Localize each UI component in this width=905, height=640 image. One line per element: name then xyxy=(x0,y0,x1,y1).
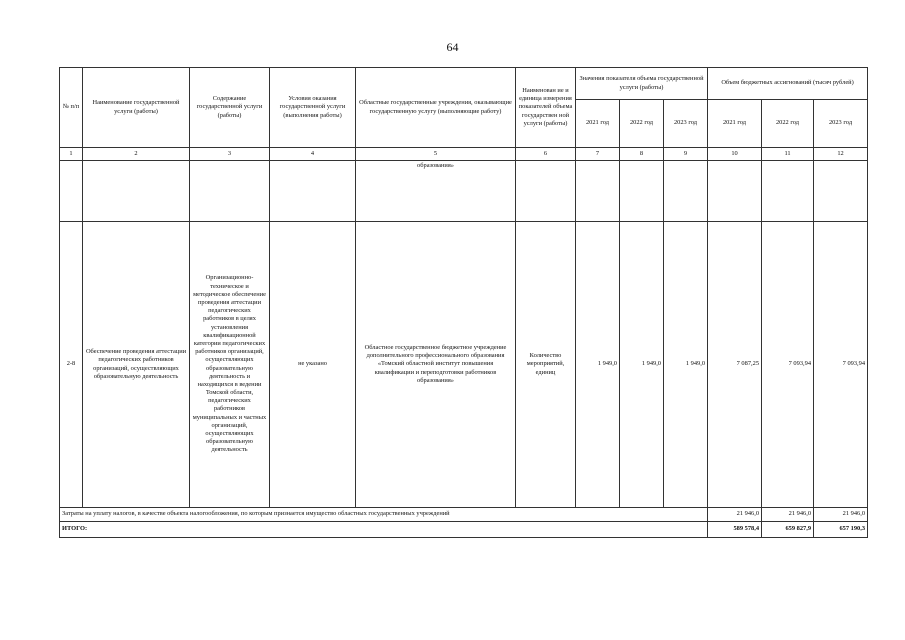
row-conditions: не указано xyxy=(270,222,356,508)
row-content: Организационно-техническое и методическое обеспечение проведения аттестации педагогических работников в целях установления квалификационной категории педагогических работников организаций, осуществляющих образовательную деятельность и находящихся в ведении Томской области, педагогических работников муниципальных и частных организаций, осуществляющих образовательную деятельность xyxy=(190,222,270,508)
column-number: 5 xyxy=(356,148,516,161)
column-number: 8 xyxy=(620,148,664,161)
header-budget-2023: 2023 год xyxy=(814,100,868,148)
header-budget-2021: 2021 год xyxy=(708,100,762,148)
header-conditions: Условия оказания государственной услуги (выполнения работы) xyxy=(270,68,356,148)
row-budget-2023: 7 093,94 xyxy=(814,222,868,508)
taxes-label: Затраты на уплату налогов, в качестве объекта налогообложения, по которым признается имущество областных государственных учреждений xyxy=(60,508,708,522)
row-budget-2022: 7 093,94 xyxy=(762,222,814,508)
header-volume-2023: 2023 год xyxy=(664,100,708,148)
column-number: 12 xyxy=(814,148,868,161)
total-row xyxy=(60,522,868,538)
page-number: 64 xyxy=(446,40,459,54)
taxes-row xyxy=(60,508,868,522)
header-budget-group: Объем бюджетных ассигнований (тысяч рублей) xyxy=(708,68,868,100)
row-institution: Областное государственное бюджетное учреждение дополнительного профессионального образования «Томский областной институт повышения квалификации и переподготовки работников образования» xyxy=(356,222,516,508)
services-table xyxy=(59,67,868,538)
column-number: 10 xyxy=(708,148,762,161)
header-indicator: Наименован ие и единица измерения показателей объема государствен ной услуги (работы) xyxy=(516,68,576,148)
taxes-2021: 21 946,0 xyxy=(708,508,762,522)
header-institutions: Областные государственные учреждения, оказывающие государственную услугу (выполняющие работу) xyxy=(356,68,516,148)
header-num: № п/п xyxy=(60,68,83,148)
column-number: 6 xyxy=(516,148,576,161)
taxes-2023: 21 946,0 xyxy=(814,508,868,522)
column-number: 7 xyxy=(576,148,620,161)
column-number: 9 xyxy=(664,148,708,161)
row-service: Обеспечение проведения аттестации педагогических работников организаций, осуществляющих образовательную деятельность xyxy=(83,222,190,508)
row-indicator: Количество мероприятий, единиц xyxy=(516,222,576,508)
total-2023: 657 190,3 xyxy=(814,522,868,538)
header-volume-2021: 2021 год xyxy=(576,100,620,148)
row-budget-2021: 7 087,25 xyxy=(708,222,762,508)
column-number: 2 xyxy=(83,148,190,161)
row-volume-2023: 1 949,0 xyxy=(664,222,708,508)
column-number: 3 xyxy=(190,148,270,161)
column-number: 11 xyxy=(762,148,814,161)
column-number: 4 xyxy=(270,148,356,161)
header-service: Наименование государственной услуги (работы) xyxy=(83,68,190,148)
column-number: 1 xyxy=(60,148,83,161)
total-label: ИТОГО: xyxy=(60,522,708,538)
table-row-continuation xyxy=(60,161,868,222)
taxes-2022: 21 946,0 xyxy=(762,508,814,522)
total-2021: 589 578,4 xyxy=(708,522,762,538)
table-row xyxy=(60,222,868,508)
continuation-text: образования» xyxy=(356,161,516,222)
header-budget-2022: 2022 год xyxy=(762,100,814,148)
row-volume-2021: 1 949,0 xyxy=(576,222,620,508)
header-volume-group: Значения показателя объема государственной услуги (работы) xyxy=(576,68,708,100)
row-num: 2-8 xyxy=(60,222,83,508)
row-volume-2022: 1 949,0 xyxy=(620,222,664,508)
header-content: Содержание государственной услуги (работы) xyxy=(190,68,270,148)
total-2022: 659 827,9 xyxy=(762,522,814,538)
header-volume-2022: 2022 год xyxy=(620,100,664,148)
